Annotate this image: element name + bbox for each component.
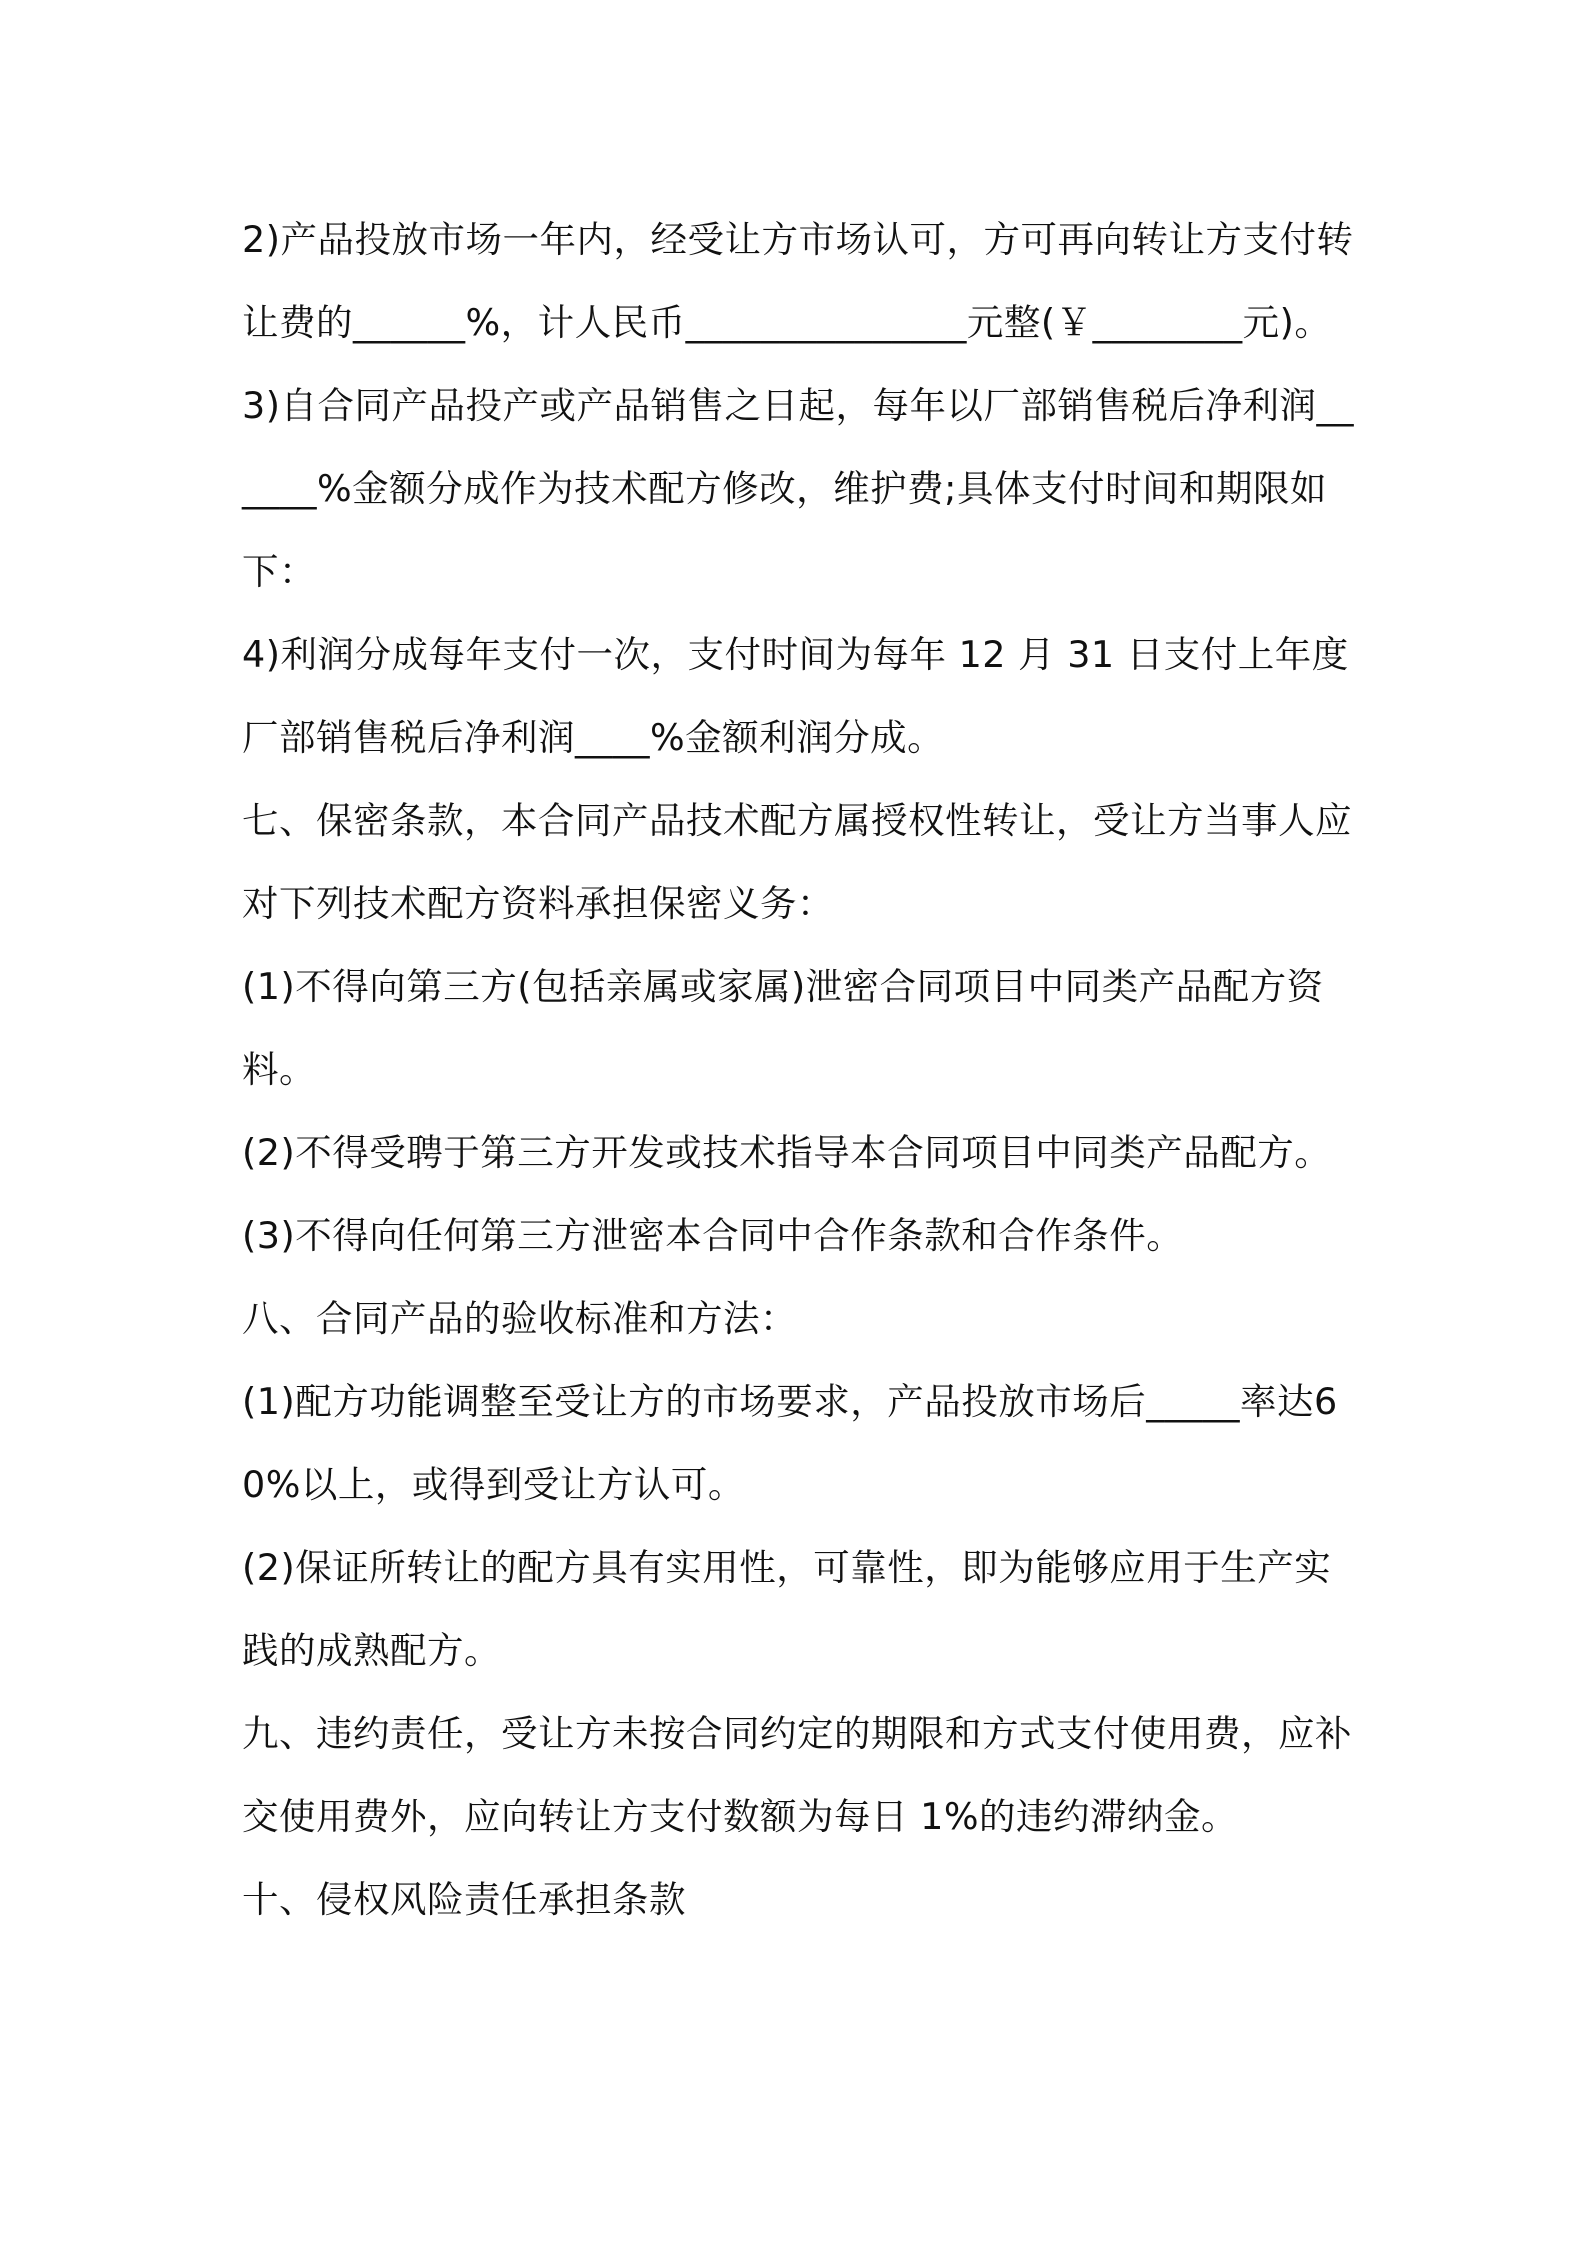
paragraph-confidentiality-1: (1)不得向第三方(包括亲属或家属)泄密合同项目中同类产品配方资料。 — [242, 965, 1324, 1091]
paragraph-payment-item-3: 3)自合同产品投产或产品销售之日起，每年以厂部销售税后净利润______%金额分成作为技术配方修改，维护费;具体支付时间和期限如下： — [242, 384, 1354, 593]
section-heading-liability: 九、违约责任，受让方未按合同约定的期限和方式支付使用费，应补交使用费外，应向转让方支付数额为每日 1%的违约滞纳金。 — [242, 1712, 1352, 1838]
paragraph-acceptance-2: (2)保证所转让的配方具有实用性，可靠性，即为能够应用于生产实践的成熟配方。 — [242, 1546, 1332, 1672]
paragraph-payment-item-2: 2)产品投放市场一年内，经受让方市场认可，方可再向转让方支付转让费的______%，计人民币_______________元整(￥________元)。 — [242, 218, 1354, 344]
paragraph-payment-item-4: 4)利润分成每年支付一次，支付时间为每年 12 月 31 日支付上年度厂部销售税后净利润____%金额利润分成。 — [242, 633, 1349, 759]
paragraph-confidentiality-2: (2)不得受聘于第三方开发或技术指导本合同项目中同类产品配方。 — [242, 1131, 1332, 1174]
section-heading-infringement: 十、侵权风险责任承担条款 — [242, 1878, 686, 1921]
section-heading-acceptance: 八、合同产品的验收标准和方法： — [242, 1297, 797, 1340]
paragraph-acceptance-1: (1)配方功能调整至受让方的市场要求，产品投放市场后_____率达60%以上，或得到受让方认可。 — [242, 1380, 1338, 1506]
document-body — [242, 198, 1362, 1941]
section-heading-confidentiality: 七、保密条款，本合同产品技术配方属授权性转让，受让方当事人应对下列技术配方资料承担保密义务： — [242, 799, 1352, 925]
paragraph-confidentiality-3: (3)不得向任何第三方泄密本合同中合作条款和合作条件。 — [242, 1214, 1184, 1257]
